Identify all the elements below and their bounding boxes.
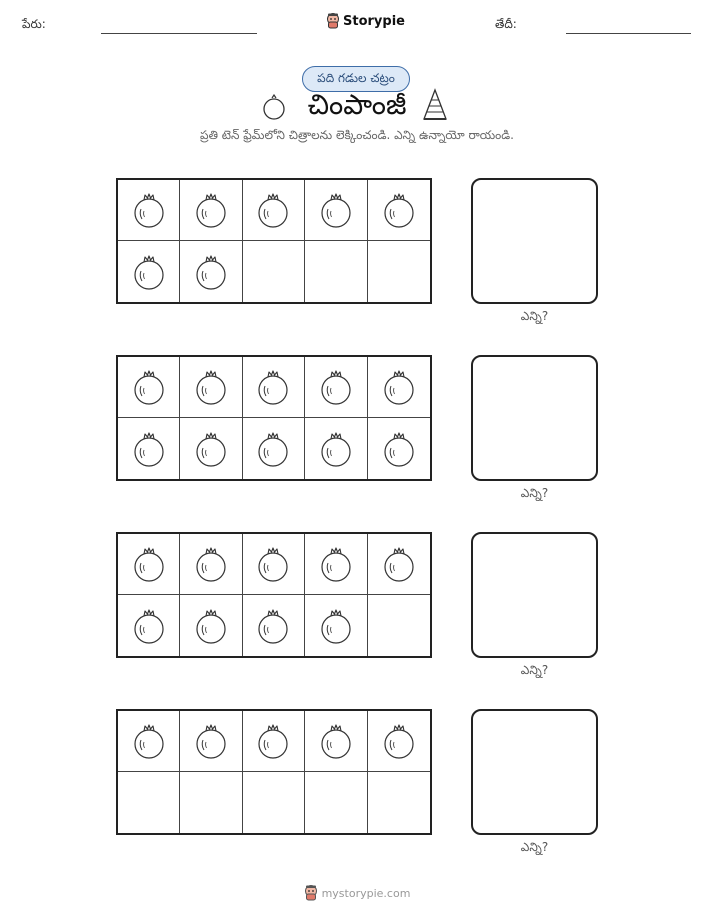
pomegranate-icon bbox=[256, 192, 290, 228]
ten-frame-cell bbox=[180, 180, 242, 241]
ten-frame-cell bbox=[118, 418, 180, 479]
pomegranate-icon bbox=[194, 431, 228, 467]
pomegranate-icon bbox=[319, 431, 353, 467]
ten-frame-cell bbox=[368, 241, 430, 302]
date-label: తేదీ: bbox=[495, 17, 517, 31]
pomegranate-icon bbox=[194, 723, 228, 759]
ten-frame-cell bbox=[243, 772, 305, 833]
ten-frame-cell bbox=[118, 357, 180, 418]
pomegranate-icon bbox=[194, 254, 228, 290]
ten-frame-cell bbox=[305, 534, 367, 595]
pomegranate-icon bbox=[382, 192, 416, 228]
ten-frame-cell bbox=[305, 711, 367, 772]
answer-box[interactable] bbox=[471, 355, 598, 481]
pomegranate-icon bbox=[319, 608, 353, 644]
name-line[interactable] bbox=[101, 33, 257, 34]
ten-frame-cell bbox=[368, 711, 430, 772]
pomegranate-icon bbox=[132, 608, 166, 644]
ten-frame bbox=[116, 709, 432, 835]
ten-frame-cell bbox=[243, 534, 305, 595]
answer-label: ఎన్ని? bbox=[520, 309, 549, 323]
ten-frame-cell bbox=[118, 711, 180, 772]
ten-frame-cell bbox=[180, 241, 242, 302]
ten-frame-cell bbox=[368, 595, 430, 656]
ten-frame-cell bbox=[368, 418, 430, 479]
pomegranate-icon bbox=[382, 546, 416, 582]
brand-logo bbox=[326, 13, 405, 29]
pomegranate-icon bbox=[132, 723, 166, 759]
instructions: ప్రతి టెన్ ఫ్రేమ్‌లోని చిత్రాలను లెక్కించండి. ఎన్ని ఉన్నాయో రాయండి. bbox=[200, 128, 514, 142]
ten-frame-cell bbox=[118, 595, 180, 656]
pomegranate-icon bbox=[194, 608, 228, 644]
footer-url[interactable]: mystorypie.com bbox=[321, 886, 411, 900]
footer bbox=[0, 885, 714, 901]
answer-box[interactable] bbox=[471, 532, 598, 658]
brand-name: Storypie bbox=[343, 13, 405, 29]
pomegranate-icon bbox=[132, 431, 166, 467]
ten-frame-cell bbox=[118, 772, 180, 833]
pomegranate-icon bbox=[256, 608, 290, 644]
ten-frame-cell bbox=[180, 772, 242, 833]
pomegranate-icon bbox=[132, 254, 166, 290]
ten-frame-cell bbox=[243, 711, 305, 772]
ten-frame-cell bbox=[180, 418, 242, 479]
ten-frame bbox=[116, 355, 432, 481]
name-label: పేరు: bbox=[22, 17, 46, 31]
answer-label: ఎన్ని? bbox=[520, 486, 549, 500]
pomegranate-icon bbox=[256, 369, 290, 405]
ten-frame-cell bbox=[305, 180, 367, 241]
storypie-mascot-icon bbox=[326, 13, 340, 29]
ten-frame-cell bbox=[305, 772, 367, 833]
ten-frame-cell bbox=[243, 595, 305, 656]
cone-icon bbox=[422, 88, 448, 122]
ten-frame bbox=[116, 178, 432, 304]
date-line[interactable] bbox=[566, 33, 691, 34]
answer-label: ఎన్ని? bbox=[520, 840, 549, 854]
ten-frame-cell bbox=[368, 534, 430, 595]
page-title: చింపాంజీ bbox=[307, 88, 407, 121]
ten-frame-cell bbox=[305, 357, 367, 418]
ten-frame-cell bbox=[180, 534, 242, 595]
ten-frame-cell bbox=[368, 180, 430, 241]
ten-frame-cell bbox=[305, 595, 367, 656]
pomegranate-icon bbox=[256, 431, 290, 467]
ten-frame-cell bbox=[118, 180, 180, 241]
pomegranate-icon bbox=[382, 369, 416, 405]
ten-frame-cell bbox=[180, 357, 242, 418]
ten-frame-cell bbox=[305, 418, 367, 479]
pomegranate-icon bbox=[194, 546, 228, 582]
ten-frame-cell bbox=[118, 241, 180, 302]
ten-frame-cell bbox=[243, 180, 305, 241]
pomegranate-icon bbox=[319, 723, 353, 759]
answer-box[interactable] bbox=[471, 178, 598, 304]
pomegranate-icon bbox=[132, 546, 166, 582]
pomegranate-icon bbox=[319, 546, 353, 582]
pomegranate-icon bbox=[132, 192, 166, 228]
pomegranate-icon bbox=[194, 369, 228, 405]
pomegranate-icon bbox=[319, 369, 353, 405]
pomegranate-icon bbox=[194, 192, 228, 228]
pomegranate-icon bbox=[132, 369, 166, 405]
pomegranate-icon bbox=[256, 546, 290, 582]
ten-frame-cell bbox=[180, 595, 242, 656]
ten-frame-cell bbox=[118, 534, 180, 595]
pomegranate-icon bbox=[319, 192, 353, 228]
ten-frame-cell bbox=[305, 241, 367, 302]
storypie-mascot-icon bbox=[304, 885, 318, 901]
worksheet-type-badge: పది గడుల చట్రం bbox=[302, 66, 410, 92]
pomegranate-icon bbox=[382, 431, 416, 467]
ten-frame bbox=[116, 532, 432, 658]
ten-frame-cell bbox=[180, 711, 242, 772]
pomegranate-icon bbox=[382, 723, 416, 759]
ten-frame-cell bbox=[243, 241, 305, 302]
pomegranate-icon bbox=[256, 723, 290, 759]
answer-box[interactable] bbox=[471, 709, 598, 835]
ten-frame-cell bbox=[368, 772, 430, 833]
ten-frame-cell bbox=[243, 418, 305, 479]
ten-frame-cell bbox=[243, 357, 305, 418]
answer-label: ఎన్ని? bbox=[520, 663, 549, 677]
ten-frame-cell bbox=[368, 357, 430, 418]
